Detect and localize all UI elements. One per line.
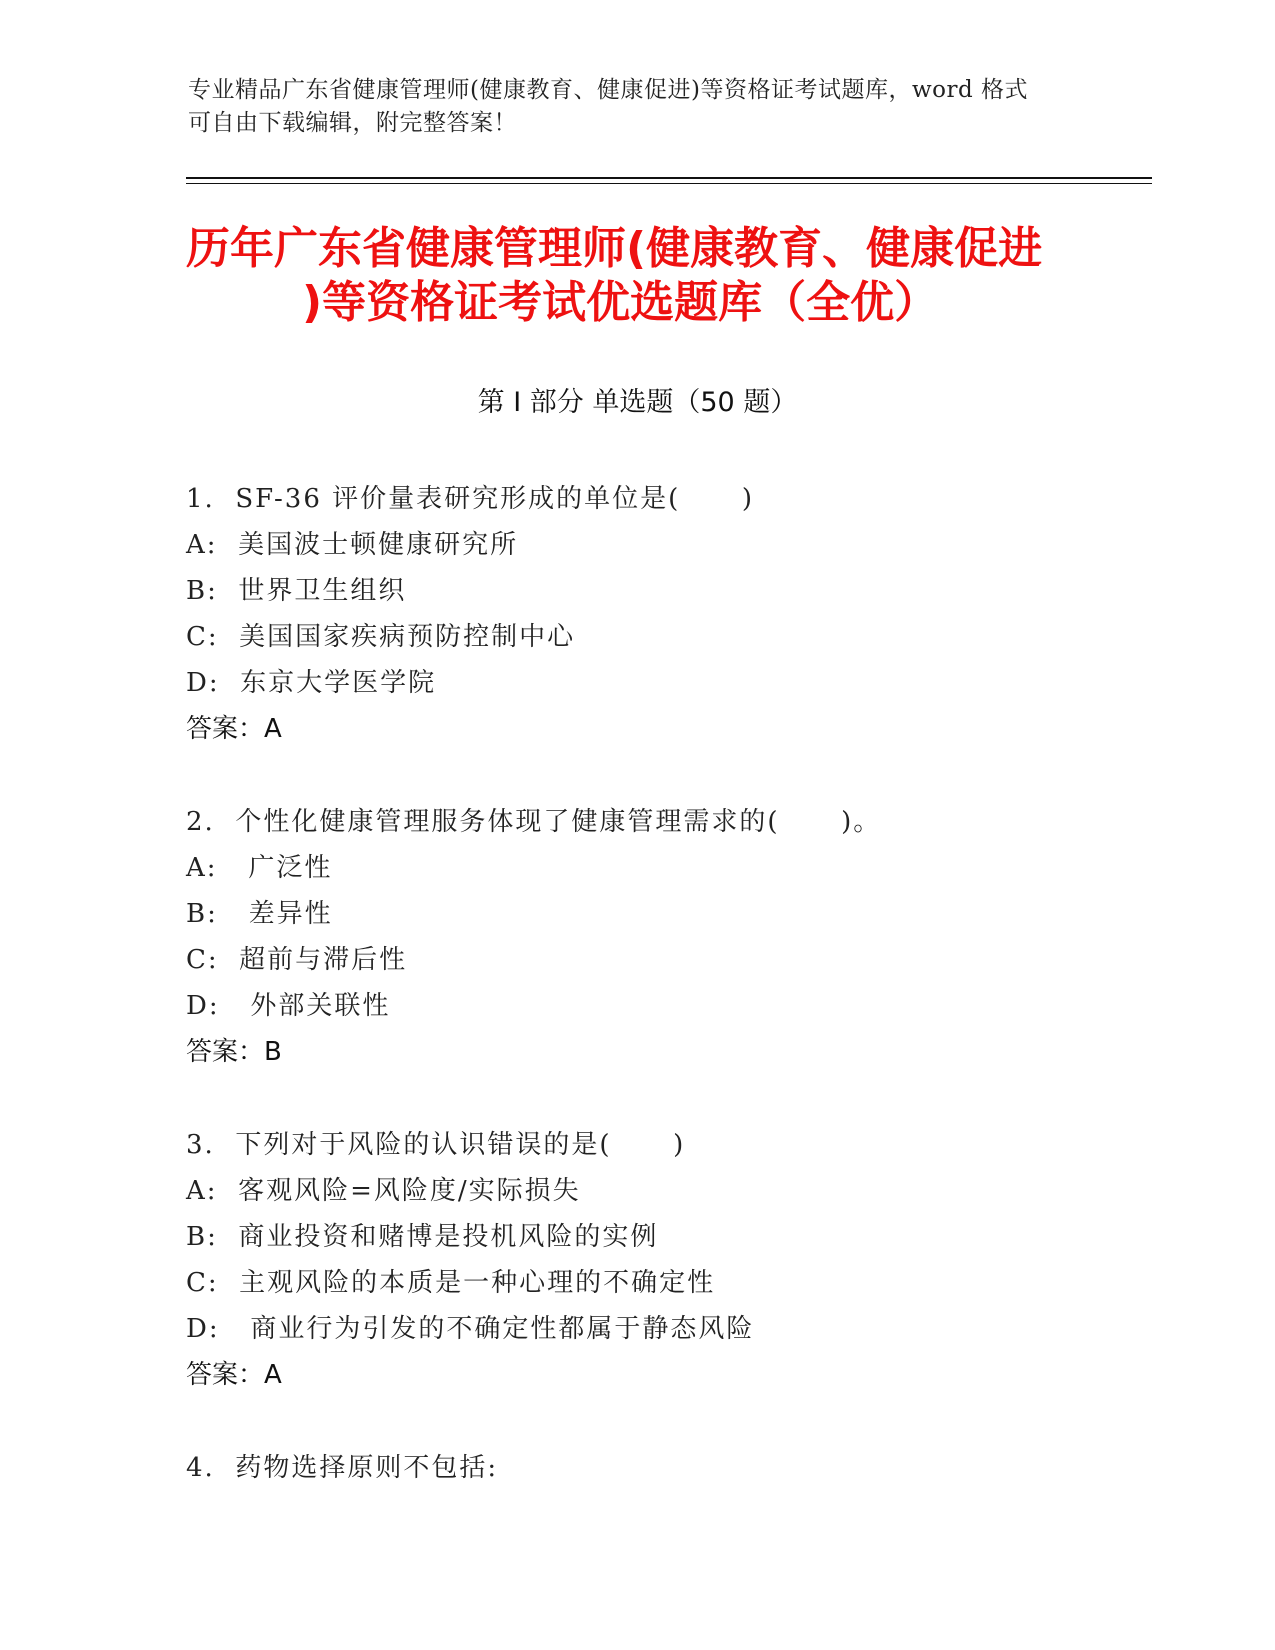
question-item	[186, 1445, 1086, 1491]
section-heading: 第 I 部分 单选题（50 题）	[477, 387, 798, 418]
header-note	[188, 74, 1088, 140]
answer-line: 答案：B	[186, 1037, 282, 1067]
question-stem: 4. 药物选择原则不包括:	[186, 1453, 499, 1483]
question-stem: 3. 下列对于风险的认识错误的是( )	[186, 1130, 686, 1160]
question-item	[186, 799, 1086, 1075]
header-note-line-2: 可自由下载编辑，附完整答案！	[188, 110, 517, 136]
header-divider-thick	[186, 177, 1152, 179]
option-a: A: 美国波士顿健康研究所	[186, 530, 519, 560]
document-title-line-2: )等资格证考试优选题库（全优）	[302, 277, 939, 328]
option-b: B: 差异性	[186, 899, 333, 929]
option-d: D: 东京大学医学院	[186, 668, 437, 698]
option-b: B: 商业投资和赌博是投机风险的实例	[186, 1222, 659, 1252]
option-c: C: 美国国家疾病预防控制中心	[186, 622, 576, 652]
option-a: A: 客观风险=风险度/实际损失	[186, 1176, 581, 1206]
question-item	[186, 476, 1086, 752]
document-title	[186, 222, 1086, 330]
header-divider-thin	[186, 183, 1152, 184]
option-c: C: 超前与滞后性	[186, 945, 408, 975]
question-stem: 1. SF-36 评价量表研究形成的单位是( )	[186, 484, 755, 514]
document-title-line-1: 历年广东省健康管理师(健康教育、健康促进	[186, 223, 1043, 274]
option-d: D: 商业行为引发的不确定性都属于静态风险	[186, 1314, 755, 1344]
question-stem: 2. 个性化健康管理服务体现了健康管理需求的( )。	[186, 807, 882, 837]
option-c: C: 主观风险的本质是一种心理的不确定性	[186, 1268, 716, 1298]
answer-line: 答案：A	[186, 714, 282, 744]
option-a: A: 广泛性	[186, 853, 333, 883]
answer-line: 答案：A	[186, 1360, 282, 1390]
header-note-line-1: 专业精品广东省健康管理师(健康教育、健康促进)等资格证考试题库，word 格式	[188, 77, 1029, 103]
question-item	[186, 1122, 1086, 1398]
question-list	[186, 476, 1086, 1538]
option-b: B: 世界卫生组织	[186, 576, 407, 606]
option-d: D: 外部关联性	[186, 991, 391, 1021]
